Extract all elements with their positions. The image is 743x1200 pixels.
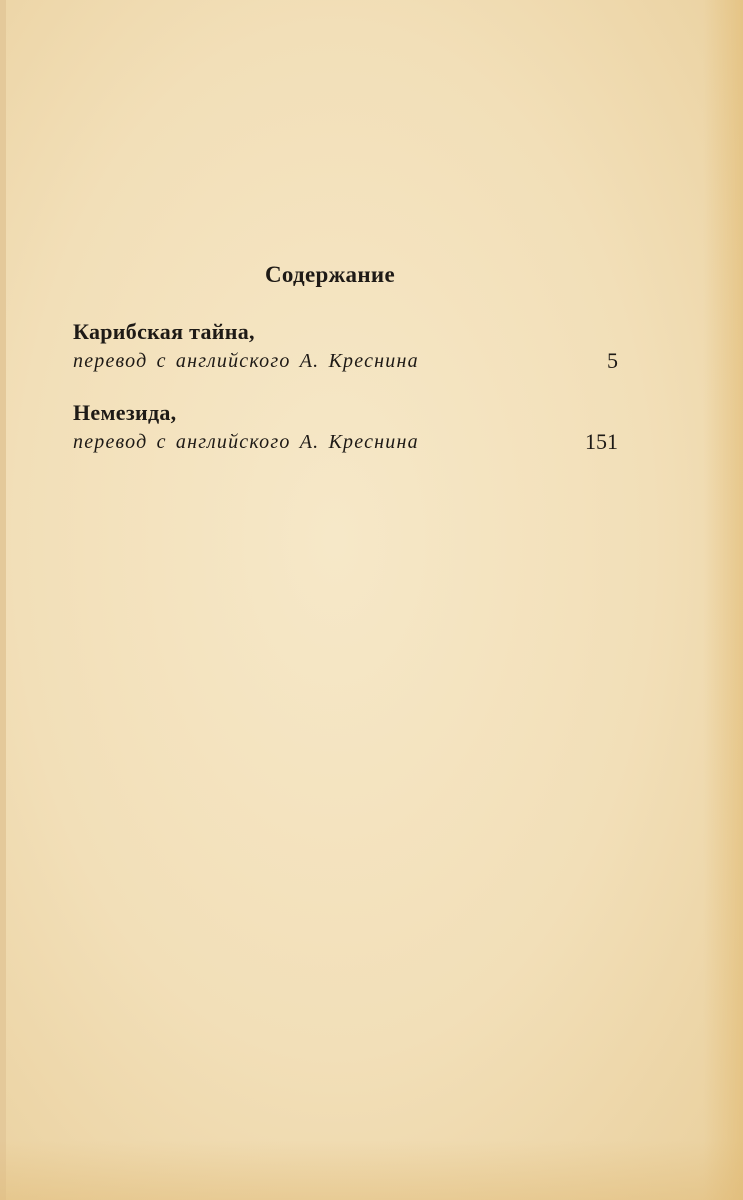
page-edge-left <box>0 0 6 1200</box>
page-edge-right <box>703 0 743 1200</box>
toc-entry-title: Карибская тайна, <box>73 319 255 344</box>
page-edge-bottom <box>0 1140 743 1200</box>
toc-entry-line <box>73 427 618 457</box>
toc-entry <box>73 318 618 376</box>
toc-entry-title: Немезида, <box>73 400 177 425</box>
toc-entry <box>73 399 618 457</box>
contents-heading: Содержание <box>265 262 395 287</box>
toc-entry-translation: перевод с английского А. Креснина <box>73 431 419 453</box>
toc-entry-translation: перевод с английского А. Креснина <box>73 350 419 372</box>
toc-entry-page-number: 151 <box>585 429 618 454</box>
toc-entry-page-number: 5 <box>607 348 618 373</box>
toc-entry-line <box>73 346 618 376</box>
